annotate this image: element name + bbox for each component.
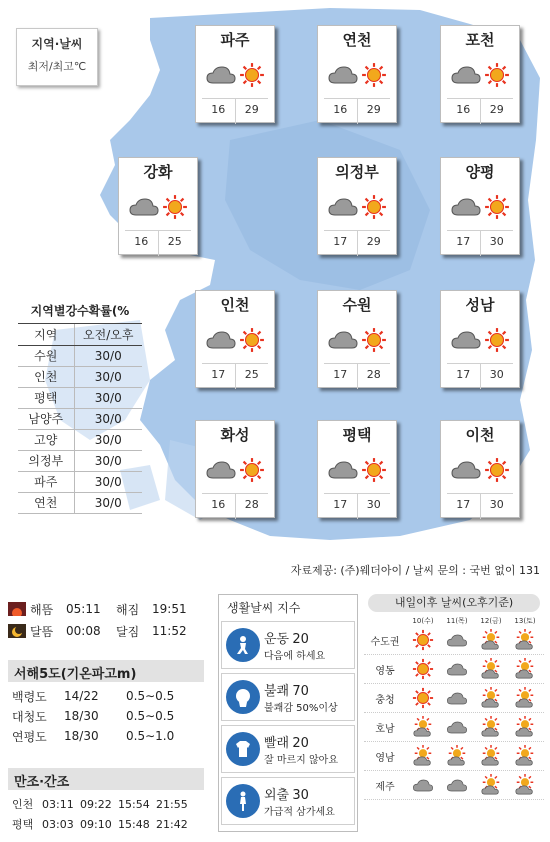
partly-cloudy-icon (514, 629, 536, 651)
cloud-icon (446, 777, 468, 794)
cloud-icon (327, 328, 359, 352)
cloud-icon (205, 328, 237, 352)
cloud-icon (450, 458, 482, 482)
temp-low: 17 (333, 235, 348, 248)
forecast-cell (440, 745, 474, 767)
table-row (18, 471, 142, 492)
forecast-cell (440, 719, 474, 736)
forecast-cell (440, 661, 474, 678)
temp-high: 29 (357, 231, 391, 256)
forecast-cell (440, 777, 474, 794)
tide-times (8, 768, 204, 834)
forecast-row (364, 655, 544, 684)
life-index-value: 20 (292, 736, 309, 751)
forecast-region: 제주 (375, 781, 395, 793)
sun-icon (484, 327, 510, 353)
forecast-cell (508, 745, 542, 767)
city-card (195, 420, 275, 518)
rain-value: 30/0 (74, 366, 142, 387)
face-icon (232, 686, 254, 708)
tide-cell: 09:22 (80, 797, 112, 811)
life-index-value: 70 (292, 684, 309, 699)
island-name: 연평도 (12, 729, 47, 744)
life-index-badge (226, 628, 260, 662)
sunrise-icon (8, 602, 26, 616)
temp-high: 30 (480, 364, 514, 389)
island-wave: 0.5∼1.0 (126, 729, 175, 743)
table-row (18, 387, 142, 408)
forecast-cell (508, 716, 542, 738)
city-icons (196, 52, 274, 98)
life-index-value: 20 (292, 632, 309, 647)
sun-icon (361, 194, 387, 220)
table-row (18, 345, 142, 366)
life-index-item (221, 673, 355, 721)
city-icons (196, 447, 274, 493)
city-card (440, 25, 520, 123)
forecast-row (364, 742, 544, 771)
city-temps (125, 230, 191, 256)
city-card (440, 157, 520, 255)
temp-low: 16 (211, 103, 226, 116)
city-name: 인천 (220, 296, 250, 314)
forecast-row (364, 713, 544, 742)
forecast-region: 충청 (375, 694, 395, 706)
temp-high: 28 (357, 364, 391, 389)
temp-low: 17 (456, 235, 471, 248)
city-card (317, 290, 397, 388)
partly-cloudy-icon (446, 745, 468, 767)
forecast-row (364, 684, 544, 713)
life-index-value: 30 (292, 788, 309, 803)
partly-cloudy-icon (514, 687, 536, 709)
partly-cloudy-icon (514, 774, 536, 796)
rain-value: 30/0 (74, 429, 142, 450)
island-temp: 14/22 (64, 689, 99, 703)
city-name: 포천 (465, 31, 495, 49)
tide-row (8, 794, 204, 814)
forecast-day: 10(수) (412, 617, 434, 625)
temp-low: 17 (211, 368, 226, 381)
sun-icon (484, 194, 510, 220)
sea-title: 서해5도(기온파고m) (8, 660, 204, 682)
city-card (317, 25, 397, 123)
partly-cloudy-icon (514, 716, 536, 738)
rain-probability-table (18, 302, 142, 514)
forecast-cell (406, 777, 440, 794)
moonrise-time: 00:08 (66, 624, 101, 638)
tide-title: 만조·간조 (8, 768, 204, 790)
city-temps (202, 493, 268, 519)
forecast-row (364, 626, 544, 655)
life-index-badge (226, 732, 260, 766)
temp-low: 17 (333, 368, 348, 381)
soccer-icon (232, 634, 254, 656)
rain-region: 평택 (18, 387, 74, 408)
city-card (440, 420, 520, 518)
sun-icon (412, 658, 434, 680)
tide-cell: 21:55 (156, 797, 188, 811)
cloud-icon (412, 777, 434, 794)
temp-low: 16 (134, 235, 149, 248)
rain-header-region: 지역 (18, 324, 74, 345)
moon-row (8, 620, 208, 642)
city-name: 강화 (143, 163, 173, 181)
sunrise-label: 해뜸 (30, 602, 54, 617)
forecast-cell (474, 629, 508, 651)
forecast-day: 11(목) (446, 617, 468, 625)
city-name: 화성 (220, 426, 250, 444)
city-temps (447, 98, 513, 124)
sunset-time: 19:51 (152, 602, 187, 616)
forecast-cell (406, 745, 440, 767)
city-temps (447, 230, 513, 256)
table-row (18, 492, 142, 513)
temp-high: 28 (235, 494, 269, 519)
sea-row (8, 686, 204, 706)
partly-cloudy-icon (412, 745, 434, 767)
sun-icon (361, 62, 387, 88)
city-card (118, 157, 198, 255)
temp-high: 29 (235, 99, 269, 124)
sun-row (8, 598, 208, 620)
tide-cell: 21:42 (156, 817, 188, 831)
partly-cloudy-icon (480, 687, 502, 709)
forecast-cell (508, 774, 542, 796)
forecast-cell (406, 629, 440, 651)
sunset-label: 해짐 (116, 602, 140, 617)
tide-cell: 15:48 (118, 817, 150, 831)
forecast-next-days (364, 594, 544, 834)
sun-icon (412, 629, 434, 651)
forecast-days (406, 616, 544, 626)
temp-low: 16 (333, 103, 348, 116)
life-index-desc: 가급적 삼가세요 (264, 807, 335, 818)
forecast-cell (440, 632, 474, 649)
table-row (18, 408, 142, 429)
city-card (317, 420, 397, 518)
city-icons (441, 447, 519, 493)
city-temps (447, 493, 513, 519)
city-icons (441, 52, 519, 98)
walker-icon (232, 790, 254, 812)
tide-cell: 03:03 (42, 817, 74, 831)
rain-region: 남양주 (18, 408, 74, 429)
rain-region: 연천 (18, 492, 74, 513)
forecast-day: 12(금) (480, 617, 502, 625)
cloud-icon (128, 195, 160, 219)
cloud-icon (446, 661, 468, 678)
cloud-icon (327, 63, 359, 87)
table-row (18, 429, 142, 450)
forecast-cell (406, 687, 440, 709)
city-card (195, 25, 275, 123)
forecast-cell (474, 774, 508, 796)
city-temps (202, 363, 268, 389)
sunrise-time: 05:11 (66, 602, 101, 616)
moonset-label: 달짐 (116, 624, 140, 639)
life-index-text (264, 628, 325, 662)
rain-value: 30/0 (74, 450, 142, 471)
forecast-cell (440, 690, 474, 707)
life-index-desc: 잘 마르지 않아요 (264, 755, 338, 766)
tide-cell: 09:10 (80, 817, 112, 831)
cloud-icon (205, 458, 237, 482)
life-index-item (221, 777, 355, 825)
moonrise-label: 달뜸 (30, 624, 54, 639)
life-index-label: 불쾌 (264, 684, 290, 699)
map-legend (16, 28, 98, 86)
island-wave: 0.5∼0.5 (126, 709, 175, 723)
temp-high: 29 (480, 99, 514, 124)
rain-value: 30/0 (74, 387, 142, 408)
cloud-icon (446, 690, 468, 707)
life-title: 생활날씨 지수 (227, 601, 301, 615)
temp-high: 30 (480, 231, 514, 256)
life-index-text (264, 784, 335, 818)
tide-cell: 인천 (12, 798, 34, 811)
rain-header-ampm: 오전/오후 (74, 324, 142, 345)
temp-low: 16 (456, 103, 471, 116)
city-name: 성남 (465, 296, 495, 314)
sea-row (8, 706, 204, 726)
life-index-desc: 다음에 하세요 (264, 651, 326, 662)
island-temp: 18/30 (64, 729, 99, 743)
city-temps (202, 98, 268, 124)
cloud-icon (450, 63, 482, 87)
temp-low: 17 (333, 498, 348, 511)
temp-low: 17 (456, 498, 471, 511)
forecast-cell (474, 745, 508, 767)
sun-icon (239, 327, 265, 353)
forecast-cell (508, 629, 542, 651)
partly-cloudy-icon (480, 658, 502, 680)
temp-high: 29 (357, 99, 391, 124)
city-card (317, 157, 397, 255)
rain-title: 지역별강수확률(% (18, 302, 142, 324)
city-temps (324, 363, 390, 389)
city-icons (119, 184, 197, 230)
cloud-icon (205, 63, 237, 87)
rain-value: 30/0 (74, 345, 142, 366)
forecast-region: 호남 (375, 723, 395, 735)
city-temps (324, 493, 390, 519)
temp-high: 30 (480, 494, 514, 519)
city-icons (318, 317, 396, 363)
rain-region: 고양 (18, 429, 74, 450)
city-name: 파주 (220, 31, 250, 49)
life-index-item (221, 725, 355, 773)
island-name: 대청도 (12, 709, 47, 724)
tide-cell: 15:54 (118, 797, 150, 811)
life-index-badge (226, 784, 260, 818)
rain-value: 30/0 (74, 471, 142, 492)
city-temps (324, 98, 390, 124)
legend-title: 지역·날씨 (31, 37, 83, 51)
partly-cloudy-icon (514, 745, 536, 767)
cloud-icon (446, 719, 468, 736)
forecast-title: 내일이후 날씨(오후기준) (368, 594, 540, 612)
legend-subtitle: 최저/최고℃ (27, 60, 87, 73)
rain-region: 인천 (18, 366, 74, 387)
island-temp: 18/30 (64, 709, 99, 723)
table-row (18, 450, 142, 471)
forecast-region: 수도권 (370, 636, 400, 648)
sea-row (8, 726, 204, 746)
cloud-icon (327, 458, 359, 482)
life-index-badge (226, 680, 260, 714)
city-icons (318, 52, 396, 98)
sun-icon (239, 62, 265, 88)
life-index-desc: 불쾌감 50%이상 (264, 703, 338, 714)
rain-region: 의정부 (18, 450, 74, 471)
city-temps (447, 363, 513, 389)
temp-low: 17 (456, 368, 471, 381)
rain-value: 30/0 (74, 492, 142, 513)
city-icons (318, 184, 396, 230)
partly-cloudy-icon (514, 658, 536, 680)
west-sea-islands (8, 660, 204, 746)
shirt-icon (232, 738, 254, 760)
moonrise-icon (8, 624, 26, 638)
temp-high: 25 (235, 364, 269, 389)
life-index-label: 외출 (264, 788, 290, 803)
sun-icon (239, 457, 265, 483)
partly-cloudy-icon (480, 745, 502, 767)
forecast-region: 영남 (375, 752, 395, 764)
life-index-label: 운동 (264, 632, 290, 647)
forecast-cell (508, 687, 542, 709)
forecast-row (364, 771, 544, 800)
city-icons (318, 447, 396, 493)
forecast-cell (474, 658, 508, 680)
partly-cloudy-icon (480, 629, 502, 651)
partly-cloudy-icon (480, 774, 502, 796)
life-index-item (221, 621, 355, 669)
rain-region: 파주 (18, 471, 74, 492)
sun-icon (162, 194, 188, 220)
cloud-icon (450, 328, 482, 352)
city-icons (441, 317, 519, 363)
data-source: 자료제공: (주)웨더아이 / 날씨 문의 : 국번 없이 131 (290, 564, 540, 577)
cloud-icon (446, 632, 468, 649)
cloud-icon (450, 195, 482, 219)
life-weather-index (218, 594, 358, 832)
moonset-time: 11:52 (152, 624, 187, 638)
tide-cell: 평택 (12, 818, 34, 831)
forecast-cell (474, 716, 508, 738)
forecast-day: 13(토) (514, 617, 536, 625)
sun-icon (412, 687, 434, 709)
city-icons (196, 317, 274, 363)
forecast-region: 영동 (375, 665, 395, 677)
forecast-cell (406, 658, 440, 680)
city-temps (324, 230, 390, 256)
life-index-label: 빨래 (264, 736, 290, 751)
temp-high: 30 (357, 494, 391, 519)
city-card (440, 290, 520, 388)
city-card (195, 290, 275, 388)
temp-high: 25 (158, 231, 192, 256)
city-icons (441, 184, 519, 230)
sun-icon (361, 457, 387, 483)
city-name: 수원 (342, 296, 372, 314)
sun-icon (361, 327, 387, 353)
rain-region: 수원 (18, 345, 74, 366)
tide-row (8, 814, 204, 834)
sun-moon-times (8, 598, 208, 642)
life-index-text (264, 732, 338, 766)
city-name: 이천 (465, 426, 495, 444)
forecast-cell (406, 716, 440, 738)
partly-cloudy-icon (412, 716, 434, 738)
city-name: 평택 (342, 426, 372, 444)
cloud-icon (327, 195, 359, 219)
city-name: 연천 (342, 31, 372, 49)
temp-low: 16 (211, 498, 226, 511)
tide-cell: 03:11 (42, 797, 74, 811)
city-name: 의정부 (335, 163, 379, 181)
sun-icon (484, 62, 510, 88)
partly-cloudy-icon (480, 716, 502, 738)
island-name: 백령도 (12, 689, 47, 704)
city-name: 양평 (465, 163, 495, 181)
island-wave: 0.5∼0.5 (126, 689, 175, 703)
rain-value: 30/0 (74, 408, 142, 429)
table-row (18, 366, 142, 387)
forecast-cell (508, 658, 542, 680)
forecast-cell (474, 687, 508, 709)
life-index-text (264, 680, 338, 714)
sun-icon (484, 457, 510, 483)
